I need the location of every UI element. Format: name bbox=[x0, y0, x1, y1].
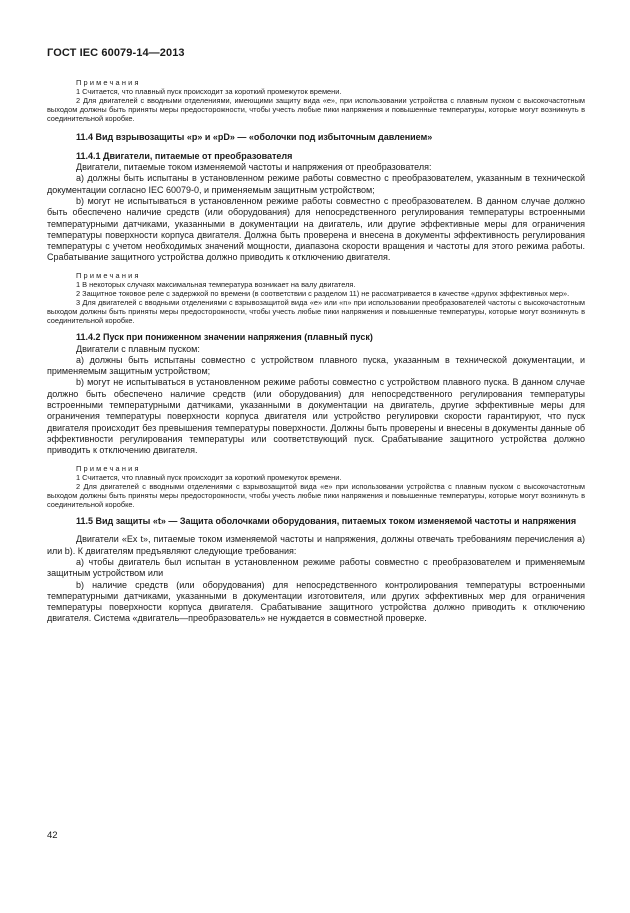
section-heading-11-4-2: 11.4.2 Пуск при пониженном значении напряжения (плавный пуск) bbox=[76, 332, 373, 343]
list-item-a: a) должны быть испытаны в установленном режиме работы совместно с преобразователем, указанным в технической документации согласно IEC 60079-0, и применяемым защитным устройством; bbox=[47, 173, 585, 195]
document-header: ГОСТ IEC 60079-14—2013 bbox=[47, 47, 185, 59]
note-item: 2 Защитное токовое реле с задержкой по времени (в соответствии с разделом 11) не рассматривается в качестве «других эффективных мер». bbox=[76, 288, 570, 298]
note-item: 2 Для двигателей с вводными отделениями, имеющими защиту вида «е», при использовании устройства с плавным пуском с высокочастотным выходом должны быть приняты меры предосторожности, чтобы учесть любые пики напряжения и повышенные температуры, которые могут возникнуть в соединительной коробке. bbox=[47, 96, 585, 124]
page-number: 42 bbox=[47, 830, 58, 841]
note-item: 1 В некоторых случаях максимальная температура возникает на валу двигателя. bbox=[76, 279, 356, 289]
note-block-2 bbox=[47, 271, 585, 326]
list-item-a: a) чтобы двигатель был испытан в установленном режиме работы совместно с преобразователем и применяемым защитным устройством или bbox=[47, 556, 585, 579]
section-heading-11-5: 11.5 Вид защиты «t» — Защита оболочками оборудования, питаемых током изменяемой частоты и напряжения bbox=[76, 516, 577, 527]
section-heading-11-4: 11.4 Вид взрывозащиты «р» и «pD» — «оболочки под избыточным давлением» bbox=[76, 132, 433, 143]
note-item: 1 Считается, что плавный пуск происходит за короткий промежуток времени. bbox=[76, 472, 342, 482]
list-item-b: b) могут не испытываться в установленном режиме работы совместно с устройством плавного пуска. В данном случае должно быть обеспечено наличие средств (или оборудования) для непосредственного регулирования температуры встроенными температурными датчиками, указанными в документации на двигатель, другие эффективные меры для ограничения температуры поверхности корпуса двигателя или устройство регулировки скорости гарантируют, что пуск двигателя происходит без превышения температуры поверхности. Должны быть проверены и внесены в документы данные об эффективности регулирования температуры или соответствующий пуск. Срабатывание защитного устройства должно приводить к отключению двигателя. bbox=[47, 377, 585, 456]
list-item-b: b) наличие средств (или оборудования) для непосредственного контролирования температуры встроенными температурными датчиками, указанными в документации изготовителя, или других эффективных мер для ограничения температуры поверхности корпуса двигателя. Срабатывание защитного устройства должно приводить к отключению двигателя. Система «двигатель—преобразователь» не нуждается в совместной проверке. bbox=[47, 579, 585, 624]
list-item-b: b) могут не испытываться в установленном режиме работы совместно с преобразователем. В данном случае должно быть обеспечено наличие средств (или оборудования) для непосредственного регулирования температуры встроенными температурными датчиками, указанными в документации на двигатель, или другие эффективные меры для ограничения температуры поверхности корпуса двигателя. Должна быть проверена и внесена в документы эффективность регулирования температуры с учетом необходимых значений мощности, диапазона скорости вращения и частоты для этого режима работы. Срабатывание защитного устройства должно приводить к отключению двигателя. bbox=[47, 195, 585, 263]
note-title: Примечания bbox=[76, 78, 141, 87]
note-item: 3 Для двигателей с вводными отделениями с взрывозащитой вида «е» или «n» при использовании преобразователей частоты с высокочастотным выходом должны быть приняты меры предосторожности, чтобы учесть любые пики напряжения и повышенные температуры, которые могут возникнуть в соединительной коробке. bbox=[47, 298, 585, 326]
section-heading-11-4-1: 11.4.1 Двигатели, питаемые от преобразователя bbox=[76, 150, 293, 161]
note-block-3 bbox=[47, 464, 585, 509]
note-item: 1 Считается, что плавный пуск происходит за короткий промежуток времени. bbox=[76, 87, 342, 97]
note-block-1 bbox=[47, 78, 585, 123]
note-title: Примечания bbox=[76, 463, 141, 473]
paragraph: Двигатели «Ex t», питаемые током изменяемой частоты и напряжения, должны отвечать требованиям перечисления a) или b). К двигателям предъявляют следующие требования: bbox=[47, 534, 585, 556]
note-item: 2 Для двигателей с вводными отделениями с взрывозащитой вида «е» при использовании устройства с плавным пуском с высокочастотным выходом должны быть приняты меры предосторожности, чтобы учесть любые пики напряжения и повышенные температуры, которые могут возникнуть в соединительной коробке. bbox=[47, 481, 585, 509]
paragraph: Двигатели, питаемые током изменяемой частоты и напряжения от преобразователя: bbox=[76, 162, 432, 173]
note-title: Примечания bbox=[76, 270, 141, 280]
list-item-a: a) должны быть испытаны совместно с устройством плавного пуска, указанным в технической документации, и применяемым защитным устройством; bbox=[47, 354, 585, 377]
paragraph: Двигатели с плавным пуском: bbox=[76, 343, 200, 354]
document-body bbox=[47, 78, 585, 625]
